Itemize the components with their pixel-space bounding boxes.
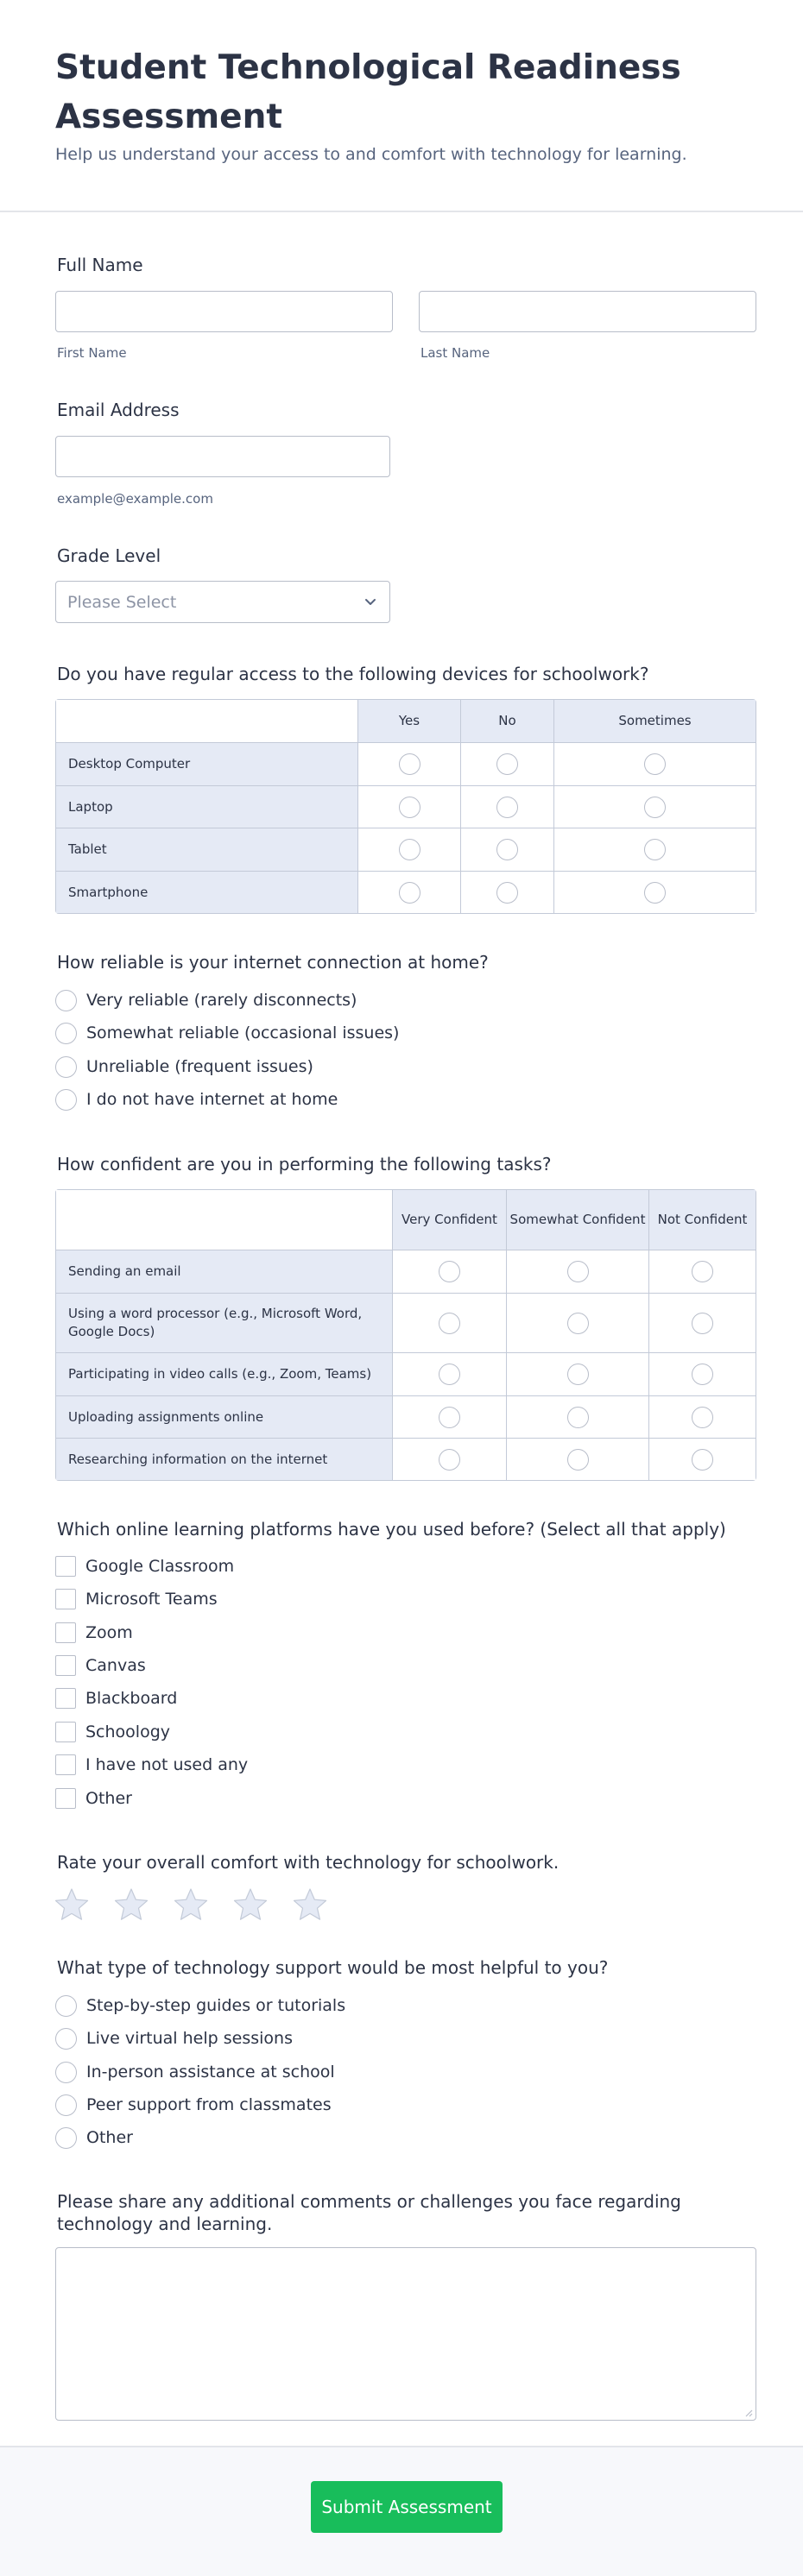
matrix-corner (56, 700, 357, 742)
resize-grip-icon[interactable] (743, 2407, 753, 2417)
star-icon[interactable] (113, 1886, 149, 1923)
matrix-row-label: Uploading assignments online (56, 1395, 392, 1438)
internet-option[interactable] (55, 1055, 313, 1079)
first-name-input[interactable] (55, 291, 393, 332)
radio-button[interactable] (55, 2028, 77, 2050)
platform-option[interactable] (55, 1653, 146, 1678)
radio-button[interactable] (55, 1089, 77, 1111)
internet-option[interactable] (55, 988, 357, 1012)
confidence-matrix (55, 1189, 756, 1481)
option-label: Canvas (85, 1656, 146, 1675)
platform-option[interactable] (55, 1554, 234, 1578)
option-label: Zoom (85, 1623, 133, 1642)
support-question: What type of technology support would be most helpful to you? (57, 1957, 609, 1978)
platform-option[interactable] (55, 1753, 248, 1777)
matrix-column-header: No (460, 700, 553, 742)
matrix-row-label: Smartphone (56, 871, 357, 913)
devices-question: Do you have regular access to the following devices for schoolwork? (57, 664, 649, 684)
option-label: Microsoft Teams (85, 1590, 218, 1609)
matrix-radio[interactable] (399, 797, 420, 818)
grade-level-label: Grade Level (57, 545, 161, 566)
checkbox[interactable] (55, 1788, 76, 1809)
checkbox[interactable] (55, 1688, 76, 1709)
matrix-radio[interactable] (567, 1364, 589, 1385)
internet-question: How reliable is your internet connection at home? (57, 952, 489, 973)
matrix-radio[interactable] (439, 1261, 460, 1282)
matrix-radio[interactable] (692, 1313, 713, 1334)
last-name-input[interactable] (419, 291, 756, 332)
matrix-radio[interactable] (496, 797, 518, 818)
matrix-radio[interactable] (439, 1449, 460, 1471)
option-label: Other (85, 1789, 132, 1808)
matrix-radio[interactable] (567, 1449, 589, 1471)
option-label: Step-by-step guides or tutorials (86, 1996, 346, 2015)
support-option[interactable] (55, 2126, 133, 2150)
page-subtitle: Help us understand your access to and comfort with technology for learning. (55, 145, 687, 164)
matrix-row-label: Tablet (56, 828, 357, 871)
matrix-row (56, 1395, 756, 1438)
matrix-row-label: Participating in video calls (e.g., Zoom, Teams) (56, 1352, 392, 1395)
chevron-down-icon (360, 591, 381, 612)
star-icon[interactable] (173, 1886, 209, 1923)
platform-option[interactable] (55, 1587, 218, 1611)
matrix-radio[interactable] (567, 1407, 589, 1428)
checkbox[interactable] (55, 1722, 76, 1742)
option-label: Unreliable (frequent issues) (86, 1057, 313, 1076)
matrix-radio[interactable] (399, 882, 420, 904)
matrix-column-header: Very Confident (392, 1190, 506, 1250)
matrix-row-label: Researching information on the internet (56, 1438, 392, 1480)
page-title: Student Technological Readiness Assessment (55, 48, 681, 136)
matrix-radio[interactable] (644, 753, 666, 775)
option-label: In-person assistance at school (86, 2063, 335, 2082)
rating-question: Rate your overall comfort with technology for schoolwork. (57, 1852, 560, 1873)
matrix-radio[interactable] (692, 1261, 713, 1282)
email-input[interactable] (55, 436, 390, 477)
star-icon[interactable] (232, 1886, 269, 1923)
email-sublabel: example@example.com (57, 491, 213, 507)
confidence-question: How confident are you in performing the following tasks? (57, 1154, 552, 1175)
checkbox[interactable] (55, 1622, 76, 1643)
matrix-radio[interactable] (439, 1313, 460, 1334)
radio-button[interactable] (55, 2127, 77, 2149)
devices-matrix (55, 699, 756, 914)
matrix-radio[interactable] (439, 1364, 460, 1385)
support-option[interactable] (55, 2093, 332, 2117)
matrix-radio[interactable] (567, 1261, 589, 1282)
matrix-row (56, 785, 756, 828)
support-option[interactable] (55, 1993, 345, 2018)
matrix-radio[interactable] (399, 839, 420, 860)
platforms-question: Which online learning platforms have you used before? (Select all that apply) (57, 1519, 726, 1540)
matrix-row (56, 1250, 756, 1293)
last-name-sublabel: Last Name (420, 345, 490, 361)
support-option[interactable] (55, 2060, 335, 2084)
matrix-radio[interactable] (644, 797, 666, 818)
radio-button[interactable] (55, 990, 77, 1011)
matrix-row-label: Sending an email (56, 1250, 392, 1293)
radio-button[interactable] (55, 1056, 77, 1078)
radio-button[interactable] (55, 1995, 77, 2017)
radio-button[interactable] (55, 2094, 77, 2116)
platform-option[interactable] (55, 1786, 132, 1811)
platform-option[interactable] (55, 1621, 133, 1645)
option-label: Other (86, 2128, 133, 2147)
matrix-row-label: Desktop Computer (56, 742, 357, 785)
comments-textarea[interactable] (55, 2247, 756, 2421)
grade-level-select[interactable] (55, 581, 390, 623)
matrix-radio[interactable] (399, 753, 420, 775)
star-rating (54, 1886, 351, 1923)
option-label: I have not used any (85, 1755, 249, 1774)
matrix-radio[interactable] (496, 839, 518, 860)
matrix-row (56, 1438, 756, 1480)
internet-option[interactable] (55, 1087, 338, 1112)
matrix-radio[interactable] (496, 753, 518, 775)
matrix-row (56, 871, 756, 913)
matrix-radio[interactable] (692, 1364, 713, 1385)
checkbox[interactable] (55, 1589, 76, 1609)
internet-option[interactable] (55, 1021, 399, 1045)
form-header (0, 0, 803, 212)
matrix-column-header: Not Confident (648, 1190, 756, 1250)
email-label: Email Address (57, 400, 180, 420)
matrix-radio[interactable] (644, 839, 666, 860)
matrix-radio[interactable] (567, 1313, 589, 1334)
matrix-row (56, 828, 756, 871)
matrix-radio[interactable] (496, 882, 518, 904)
grade-level-placeholder: Please Select (67, 593, 177, 612)
comments-question: Please share any additional comments or challenges you face regarding technology and learning. (57, 2191, 681, 2234)
option-label: Very reliable (rarely disconnects) (86, 991, 357, 1010)
matrix-row-label: Using a word processor (e.g., Microsoft Word, Google Docs) (56, 1293, 392, 1352)
option-label: Google Classroom (85, 1557, 235, 1576)
matrix-column-header: Yes (357, 700, 460, 742)
star-icon[interactable] (54, 1886, 90, 1923)
matrix-column-header: Somewhat Confident (506, 1190, 648, 1250)
support-option[interactable] (55, 2026, 293, 2050)
submit-button[interactable]: Submit Assessment (311, 2481, 503, 2533)
matrix-radio[interactable] (644, 882, 666, 904)
option-label: Peer support from classmates (86, 2095, 332, 2114)
option-label: Live virtual help sessions (86, 2029, 293, 2048)
matrix-row (56, 1352, 756, 1395)
matrix-radio[interactable] (692, 1449, 713, 1471)
full-name-label: Full Name (57, 255, 143, 275)
matrix-radio[interactable] (439, 1407, 460, 1428)
matrix-row (56, 1293, 756, 1352)
option-label: Blackboard (85, 1689, 178, 1708)
platform-option[interactable] (55, 1686, 177, 1710)
first-name-sublabel: First Name (57, 345, 127, 361)
matrix-row-label: Laptop (56, 785, 357, 828)
matrix-corner (56, 1190, 392, 1250)
option-label: Somewhat reliable (occasional issues) (86, 1023, 400, 1042)
matrix-row (56, 742, 756, 785)
checkbox[interactable] (55, 1754, 76, 1775)
platform-option[interactable] (55, 1720, 170, 1744)
option-label: Schoology (85, 1723, 171, 1741)
checkbox[interactable] (55, 1556, 76, 1577)
matrix-radio[interactable] (692, 1407, 713, 1428)
matrix-column-header: Sometimes (553, 700, 756, 742)
radio-button[interactable] (55, 1023, 77, 1044)
option-label: I do not have internet at home (86, 1090, 338, 1109)
radio-button[interactable] (55, 2062, 77, 2083)
star-icon[interactable] (292, 1886, 328, 1923)
checkbox[interactable] (55, 1655, 76, 1676)
